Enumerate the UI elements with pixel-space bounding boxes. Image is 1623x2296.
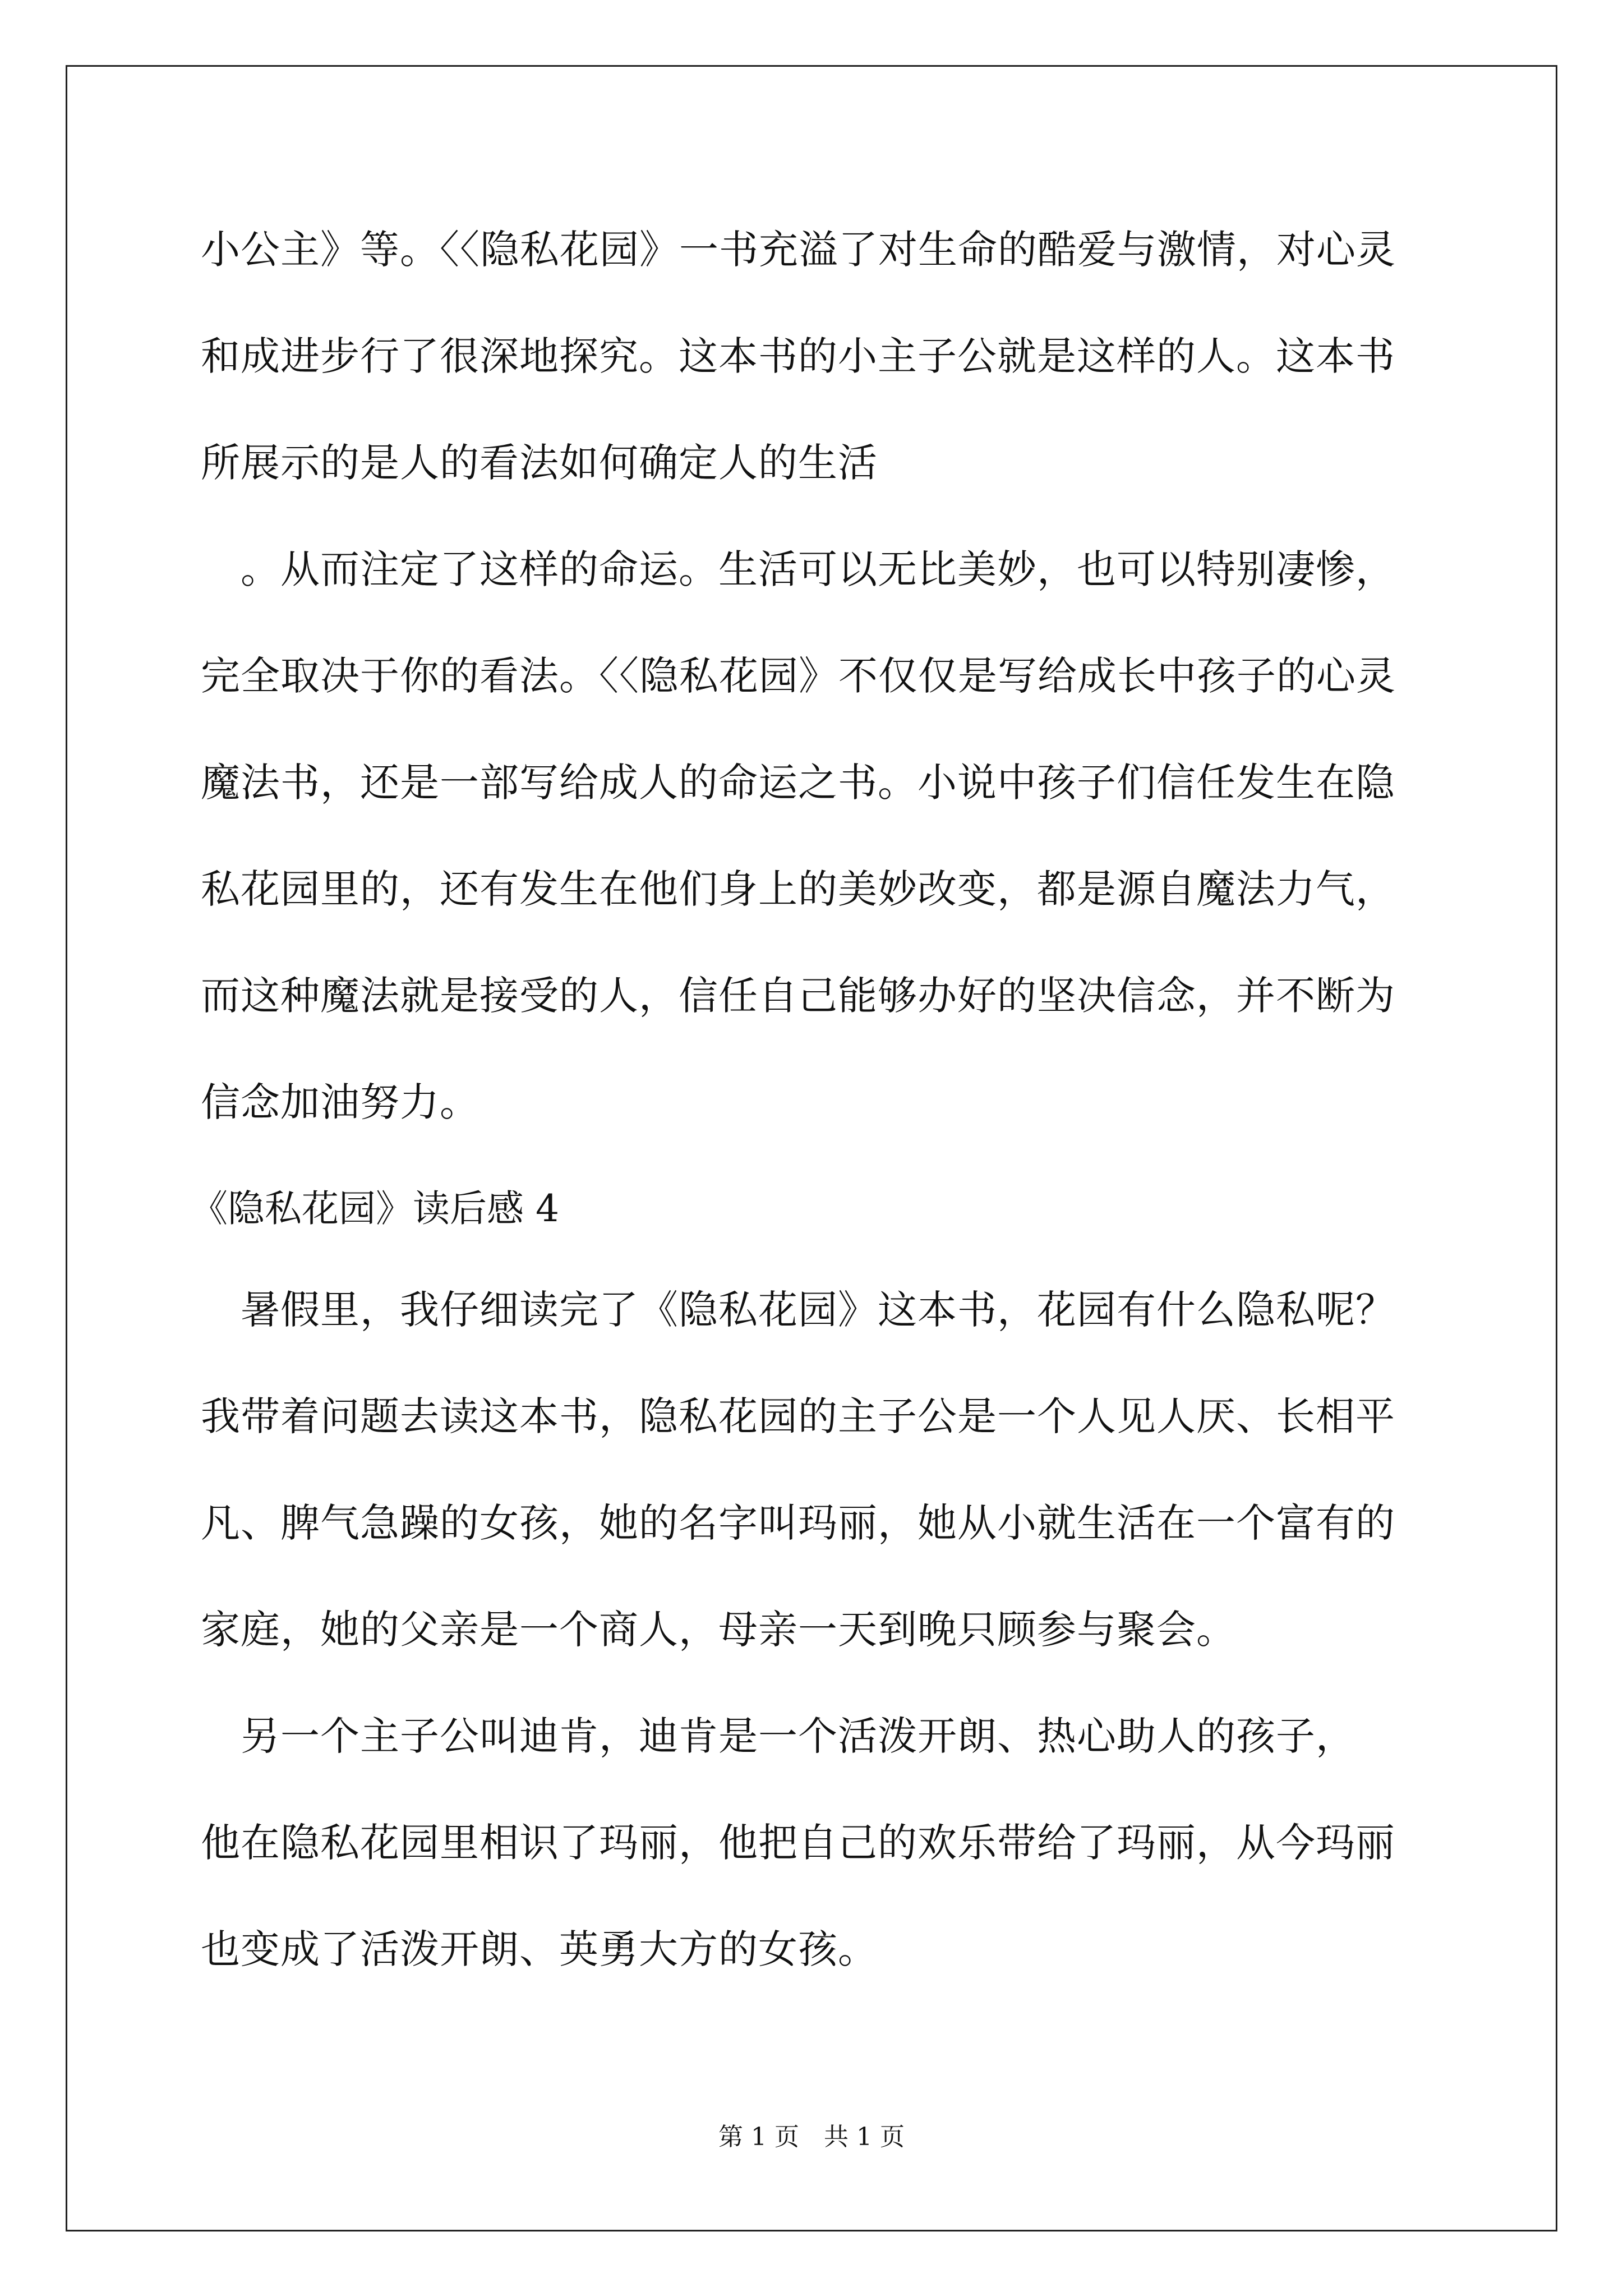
section-line-7: 也变成了活泼开朗、英勇大方的女孩。 bbox=[201, 1926, 878, 1972]
page-footer: 第 1 页 共 1 页 bbox=[718, 2123, 905, 2151]
page-border bbox=[66, 65, 1557, 2231]
section-line-5: 另一个主子公叫迪肯，迪肯是一个活泼开朗、热心助人的孩子， bbox=[201, 1713, 1355, 1759]
section-line-3: 凡、脾气急躁的女孩，她的名字叫玛丽，她从小就生活在一个富有的 bbox=[201, 1500, 1395, 1546]
body-line-8: 而这种魔法就是接受的人，信任自己能够办好的坚决信念，并不断为 bbox=[201, 973, 1395, 1019]
body-line-9: 信念加油努力。 bbox=[201, 1079, 479, 1125]
body-line-5: 完全取决于你的看法。〈〈隐私花园》不仅仅是写给成长中孩子的心灵 bbox=[201, 653, 1396, 699]
body-line-1: 小公主》等。〈〈隐私花园》一书充溢了对生命的酷爱与激情，对心灵 bbox=[201, 227, 1396, 273]
section-line-6: 他在隐私花园里相识了玛丽，他把自己的欢乐带给了玛丽，从今玛丽 bbox=[201, 1820, 1395, 1866]
body-line-3: 所展示的是人的看法如何确定人的生活 bbox=[201, 440, 878, 486]
section-line-4: 家庭，她的父亲是一个商人，母亲一天到晚只顾参与聚会。 bbox=[201, 1607, 1236, 1653]
section-line-1: 暑假里，我仔细读完了《隐私花园》这本书，花园有什么隐私呢？ bbox=[201, 1287, 1395, 1333]
section-line-2: 我带着问题去读这本书，隐私花园的主子公是一个人见人厌、长相平 bbox=[201, 1393, 1395, 1439]
section-heading: 《隐私花园》读后感 4 bbox=[191, 1187, 559, 1230]
body-line-7: 私花园里的，还有发生在他们身上的美妙改变，都是源自魔法力气， bbox=[201, 866, 1395, 912]
body-line-2: 和成进步行了很深地探究。这本书的小主子公就是这样的人。这本书 bbox=[201, 333, 1395, 379]
body-line-6: 魔法书，还是一部写给成人的命运之书。小说中孩子们信任发生在隐 bbox=[201, 760, 1395, 806]
body-line-4: 。从而注定了这样的命运。生活可以无比美妙，也可以特别凄惨， bbox=[201, 546, 1395, 592]
